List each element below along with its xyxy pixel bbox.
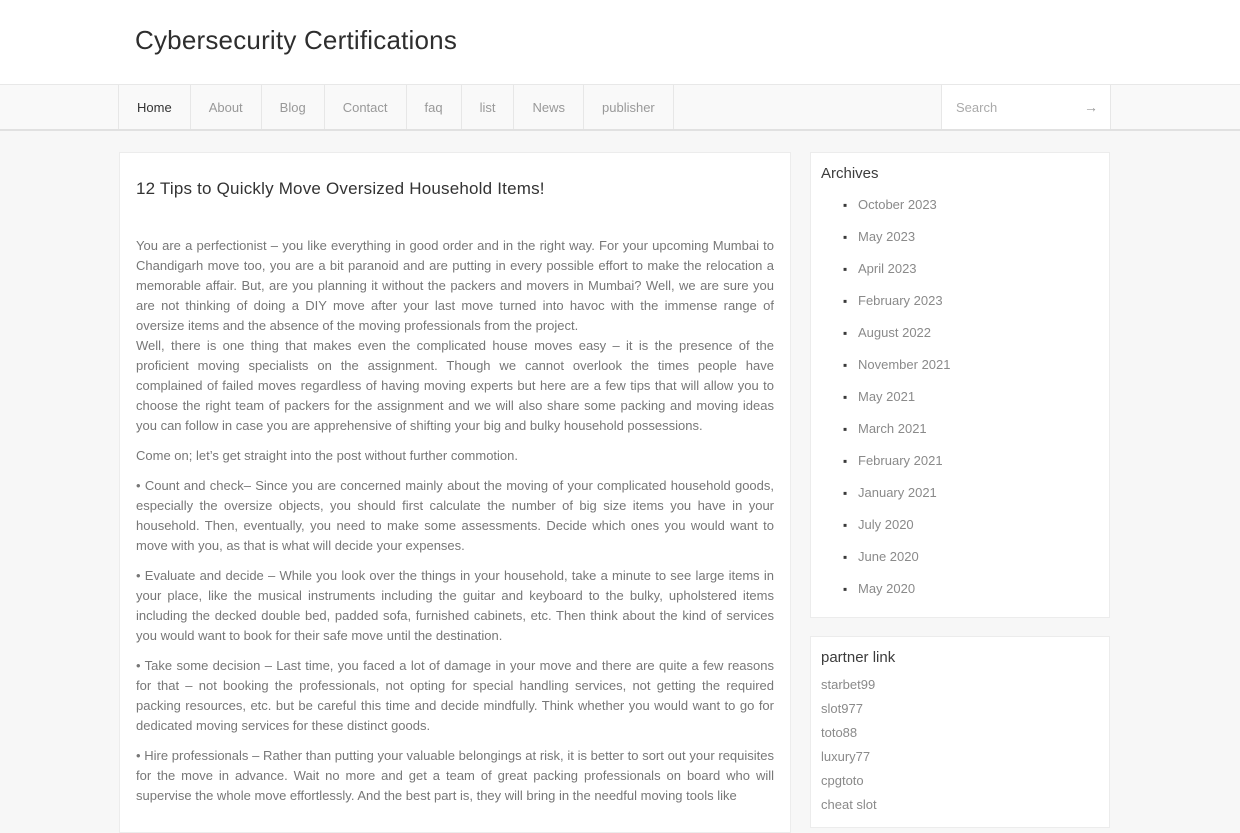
search-submit-arrow-icon[interactable]: → xyxy=(1080,99,1110,115)
partner-link[interactable]: starbet99 xyxy=(821,677,876,692)
nav-link[interactable]: Home xyxy=(137,99,172,115)
content-area xyxy=(119,131,1111,833)
archive-month-link[interactable]: ▪ February 2023 xyxy=(858,285,1099,317)
nav-list xyxy=(118,85,674,129)
search-input[interactable] xyxy=(942,100,1080,115)
main-nav xyxy=(0,84,1240,131)
article-paragraph: • Evaluate and decide – While you look over the things in your household, take a minute to see large items in your place, like the musical instruments including the guitar and keyboard to the bulky, upholstered items including the decked double bed, padded sofa, furnished cabinets, etc. Then think about the kind of services you would want to book for their safe move until the destination. xyxy=(136,568,774,643)
article-paragraph: Well, there is one thing that makes even the complicated house moves easy – it is the presence of the proficient moving specialists on the assignment. Though we cannot overlook the times people have complained of failed moves regardless of having moving experts but here are a few tips that will allow you to choose the right team of packers for the assignment and we will also share some packing and moving ideas you can follow in case you are apprehensive of shifting your big and bulky household possessions. xyxy=(136,338,774,433)
archive-month-link[interactable]: ▪ May 2023 xyxy=(858,221,1099,253)
nav-item[interactable] xyxy=(118,85,190,129)
archive-month-link[interactable]: ▪ May 2021 xyxy=(858,381,1099,413)
nav-item[interactable] xyxy=(261,85,324,129)
article-card xyxy=(119,152,791,833)
article-paragraph: Come on; let’s get straight into the post without further commotion. xyxy=(136,448,519,463)
partner-link[interactable]: luxury77 xyxy=(821,749,871,764)
archives-title: Archives xyxy=(821,165,879,182)
archives-widget xyxy=(810,152,1110,618)
archive-month-link[interactable]: ▪ February 2021 xyxy=(858,445,1099,477)
nav-item[interactable] xyxy=(461,85,514,129)
nav-item[interactable] xyxy=(324,85,406,129)
partner-link[interactable]: cheat slot xyxy=(821,797,877,812)
search-box xyxy=(941,85,1111,129)
article-paragraph: You are a perfectionist – you like everything in good order and in the right way. For your upcoming Mumbai to Chandigarh move too, you are a bit paranoid and are putting in every possible effort to make the relocation a memorable affair. But, are you planning it without the packers and movers in Mumbai? Well, we are sure you are not thinking of doing a DIY move after your last move turned into havoc with the immense range of oversize items and the absence of the moving professionals from the project. xyxy=(136,238,774,333)
site-header xyxy=(0,0,1240,84)
nav-link[interactable]: list xyxy=(479,99,496,115)
partner-links-list xyxy=(821,673,1099,817)
partner-link[interactable]: cpgtoto xyxy=(821,773,864,788)
article-paragraph: • Take some decision – Last time, you faced a lot of damage in your move and there are quite a few reasons for that – not booking the professionals, not opting for special handling services, not getting the required packing resources, etc. but be careful this time and decide mindfully. Think whether you would want to go for dedicated moving services for these distinct goods. xyxy=(136,658,774,733)
nav-item[interactable] xyxy=(406,85,461,129)
nav-link[interactable]: faq xyxy=(424,99,443,115)
nav-link[interactable]: News xyxy=(532,99,565,115)
archive-month-link[interactable]: ▪ May 2020 xyxy=(858,573,1099,605)
archive-month-link[interactable]: ▪ October 2023 xyxy=(858,189,1099,221)
archive-month-link[interactable]: ▪ November 2021 xyxy=(858,349,1099,381)
archive-month-link[interactable]: ▪ July 2020 xyxy=(858,509,1099,541)
nav-link[interactable]: Contact xyxy=(342,99,388,115)
partner-link[interactable]: toto88 xyxy=(821,725,858,740)
partner-links-title: partner link xyxy=(821,649,896,666)
sidebar xyxy=(810,152,1110,828)
archives-list xyxy=(821,189,1099,605)
article-body xyxy=(136,236,774,806)
archive-month-link[interactable]: ▪ March 2021 xyxy=(858,413,1099,445)
nav-link[interactable]: About xyxy=(208,99,243,115)
partner-links-widget xyxy=(810,636,1110,828)
archive-month-link[interactable]: ▪ August 2022 xyxy=(858,317,1099,349)
archive-month-link[interactable]: ▪ January 2021 xyxy=(858,477,1099,509)
article-paragraph: • Count and check– Since you are concerned mainly about the moving of your complicated household goods, especially the oversize objects, you should first calculate the number of big size items you have in your household. Then, eventually, you need to make some assessments. Decide which ones you would want to move with you, as that is what will decide your expenses. xyxy=(136,478,774,553)
nav-inner xyxy=(118,85,1111,129)
nav-item[interactable] xyxy=(583,85,674,129)
article-title: 12 Tips to Quickly Move Oversized Household Items! xyxy=(136,179,545,198)
partner-link[interactable]: slot977 xyxy=(821,701,863,716)
article-paragraph: • Hire professionals – Rather than putting your valuable belongings at risk, it is better to sort out your requisites for the move in advance. Wait no more and get a team of great packing professionals on board who will supervise the whole move effortlessly. And the best part is, they will bring in the needful moving tools like xyxy=(136,748,774,803)
nav-item[interactable] xyxy=(513,85,583,129)
archive-month-link[interactable]: ▪ June 2020 xyxy=(858,541,1099,573)
nav-link[interactable]: Blog xyxy=(279,99,306,115)
archive-month-link[interactable]: ▪ April 2023 xyxy=(858,253,1099,285)
site-title[interactable]: Cybersecurity Certifications xyxy=(135,25,458,55)
nav-link[interactable]: publisher xyxy=(602,99,655,115)
nav-item[interactable] xyxy=(190,85,261,129)
